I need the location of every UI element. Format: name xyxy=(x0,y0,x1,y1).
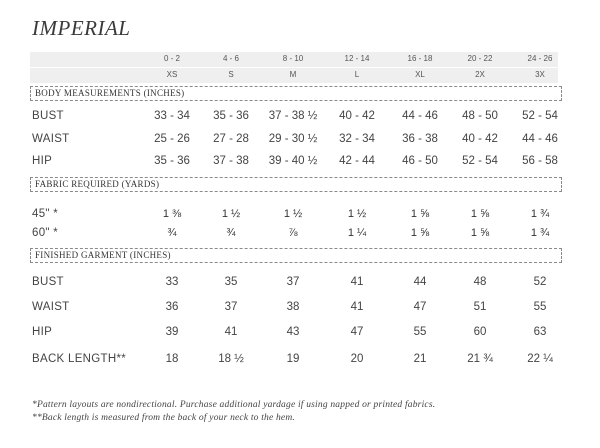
table-cell: 46 - 50 xyxy=(402,155,438,167)
section-fabric-required: FABRIC REQUIRED (YARDS) xyxy=(30,177,562,192)
table-cell: 52 - 54 xyxy=(462,155,498,167)
table-cell: 21 xyxy=(413,353,427,365)
footnote-back-length: **Back length is measured from the back of your neck to the hem. xyxy=(32,413,295,423)
table-cell: 55 xyxy=(413,326,427,338)
table-cell: 41 xyxy=(350,276,364,288)
table-cell: 1 ¾ xyxy=(530,227,550,239)
size-letter-cell: 3X xyxy=(535,70,545,79)
table-cell: 52 - 54 xyxy=(522,110,558,122)
section-body-measurements: BODY MEASUREMENTS (INCHES) xyxy=(30,86,562,101)
table-cell: 36 xyxy=(165,301,179,313)
table-cell: 22 ¼ xyxy=(527,353,553,365)
table-cell: 52 xyxy=(533,276,547,288)
table-cell: 1 ½ xyxy=(221,208,241,220)
table-cell: 55 xyxy=(533,301,547,313)
size-letter-cell: 2X xyxy=(475,70,485,79)
table-cell: 37 xyxy=(286,276,300,288)
table-cell: 41 xyxy=(224,326,238,338)
table-cell: 48 xyxy=(473,276,487,288)
row-label: HIP xyxy=(32,155,53,167)
table-cell: 1 ⅝ xyxy=(470,208,490,220)
table-cell: 38 xyxy=(286,301,300,313)
table-cell: 41 xyxy=(350,301,364,313)
table-cell: 39 xyxy=(165,326,179,338)
size-letter-cell: S xyxy=(228,70,234,79)
table-cell: 35 - 36 xyxy=(213,110,249,122)
size-range-cell: 12 - 14 xyxy=(344,54,370,63)
table-cell: 33 xyxy=(165,276,179,288)
size-range-cell: 8 - 10 xyxy=(282,54,304,63)
row-label: WAIST xyxy=(32,301,70,313)
row-label: WAIST xyxy=(32,133,70,145)
size-range-cell: 0 - 2 xyxy=(163,54,180,63)
size-letter-cell: L xyxy=(354,70,360,79)
table-cell: 51 xyxy=(473,301,487,313)
table-cell: 37 - 38 ½ xyxy=(268,110,318,122)
table-cell: 37 xyxy=(224,301,238,313)
page-title: IMPERIAL xyxy=(32,16,131,40)
table-cell: 39 - 40 ½ xyxy=(268,155,318,167)
table-cell: 40 - 42 xyxy=(339,110,375,122)
table-cell: 47 xyxy=(350,326,364,338)
table-cell: 37 - 38 xyxy=(213,155,249,167)
table-cell: 35 - 36 xyxy=(154,155,190,167)
size-letter-cell: XL xyxy=(415,70,425,79)
table-cell: 40 - 42 xyxy=(462,133,498,145)
table-cell: 18 xyxy=(165,353,179,365)
size-range-cell: 4 - 6 xyxy=(222,54,239,63)
table-cell: 25 - 26 xyxy=(154,133,190,145)
table-cell: 43 xyxy=(286,326,300,338)
table-cell: 47 xyxy=(413,301,427,313)
table-cell: 27 - 28 xyxy=(213,133,249,145)
table-cell: 1 ¼ xyxy=(347,227,367,239)
table-cell: ⅞ xyxy=(288,227,298,239)
table-cell: 1 ⅝ xyxy=(470,227,490,239)
table-cell: 63 xyxy=(533,326,547,338)
table-cell: 60 xyxy=(473,326,487,338)
table-cell: 35 xyxy=(224,276,238,288)
row-label: 45" * xyxy=(32,208,59,220)
table-cell: 1 ½ xyxy=(347,208,367,220)
table-cell: 44 - 46 xyxy=(522,133,558,145)
table-cell: 33 - 34 xyxy=(154,110,190,122)
table-cell: 1 ⅝ xyxy=(410,227,430,239)
table-cell: 44 - 46 xyxy=(402,110,438,122)
table-cell: 42 - 44 xyxy=(339,155,375,167)
table-cell: 1 ⅝ xyxy=(410,208,430,220)
size-range-cell: 24 - 26 xyxy=(527,54,553,63)
table-cell: 1 ⅜ xyxy=(162,208,182,220)
table-cell: ¾ xyxy=(167,227,177,239)
table-cell: 1 ¾ xyxy=(530,208,550,220)
row-label: BACK LENGTH** xyxy=(32,353,127,365)
footnote-pattern-layouts: *Pattern layouts are nondirectional. Purchase additional yardage if using napped or printed fabrics. xyxy=(32,400,436,410)
size-letter-cell: M xyxy=(289,70,297,79)
size-range-cell: 20 - 22 xyxy=(467,54,493,63)
row-label: BUST xyxy=(32,110,64,122)
table-cell: 48 - 50 xyxy=(462,110,498,122)
table-cell: 19 xyxy=(286,353,300,365)
table-cell: 32 - 34 xyxy=(339,133,375,145)
table-cell: 20 xyxy=(350,353,364,365)
table-cell: 18 ½ xyxy=(218,353,244,365)
table-cell: ¾ xyxy=(226,227,236,239)
section-finished-garment: FINISHED GARMENT (INCHES) xyxy=(30,248,562,263)
row-label: HIP xyxy=(32,326,53,338)
row-label: 60" * xyxy=(32,227,59,239)
table-cell: 56 - 58 xyxy=(522,155,558,167)
size-range-cell: 16 - 18 xyxy=(407,54,433,63)
table-cell: 21 ¾ xyxy=(467,353,493,365)
table-cell: 36 - 38 xyxy=(402,133,438,145)
table-cell: 44 xyxy=(413,276,427,288)
size-letter-cell: XS xyxy=(166,70,178,79)
table-cell: 1 ½ xyxy=(283,208,303,220)
table-cell: 29 - 30 ½ xyxy=(268,133,318,145)
row-label: BUST xyxy=(32,276,64,288)
